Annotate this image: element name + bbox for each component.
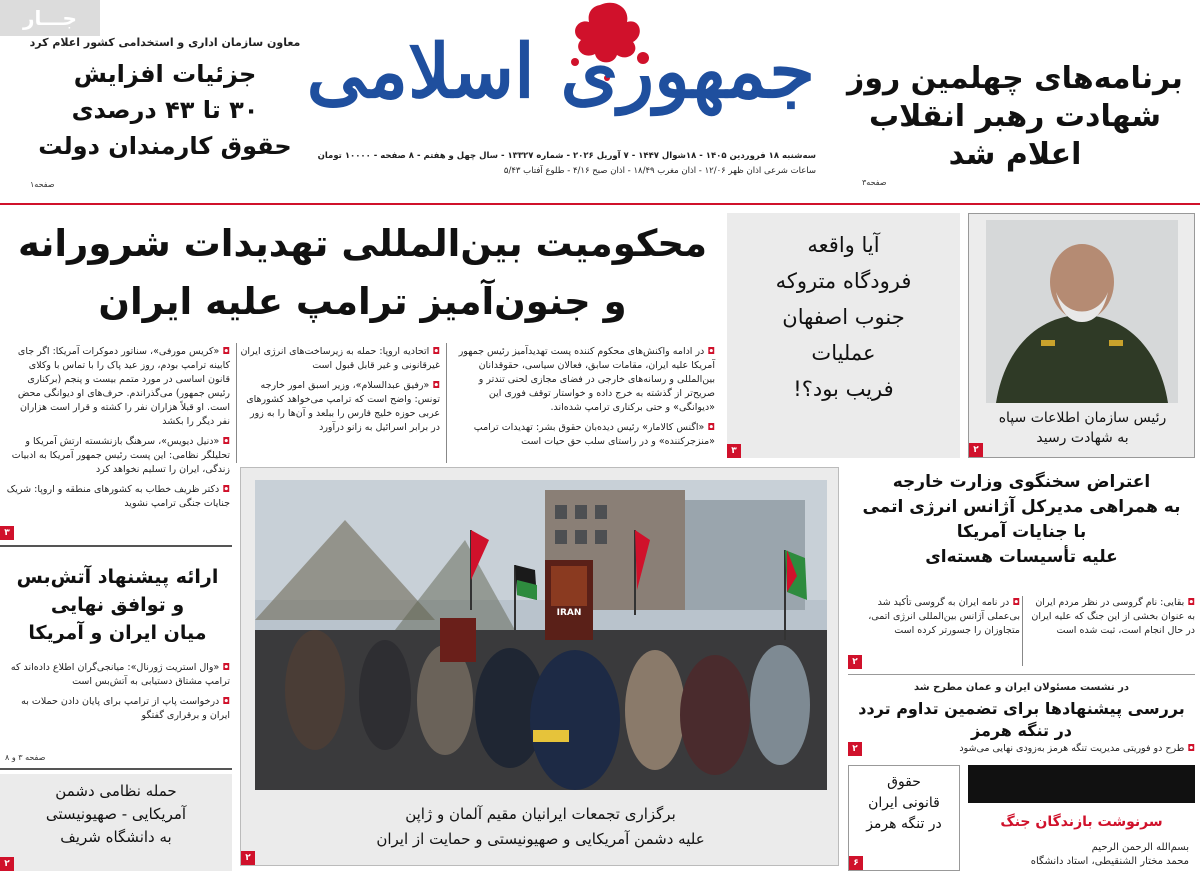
news-item: ◘ طرح دو فوریتی مدیریت تنگه هرمز به‌زودی نهایی می‌شود: [959, 743, 1195, 754]
news-item-text: «وال استریت ژورنال»: میانجی‌گران اطلاع داده‌اند که ترامپ مشتاق دستیابی به آتش‌بس است: [10, 662, 230, 687]
military-attack-box: [0, 774, 232, 871]
news-column: [240, 345, 440, 441]
page-number-badge: ۶: [849, 856, 863, 870]
box-line: جنوب اصفهان: [782, 305, 905, 329]
hormuz-rights-box: [848, 765, 960, 871]
news-item-text: درخواست پاپ از ترامپ برای پایان دادن حملات به ایران و برقراری گفتگو: [21, 696, 230, 721]
news-item: ◘ بقایی: نام گروسی در نظر مردم ایران به عنوان بخشی از این جنگ که علیه ایران در حال انجام است، ثبت شده است: [1031, 597, 1195, 636]
editorial-box: [968, 765, 1195, 881]
main-headline: [5, 215, 720, 331]
box-line: فرودگاه متروکه: [775, 269, 912, 293]
top-right-headline: [840, 60, 1190, 174]
news-item: ◘ «رفیق عبدالسلام»، وزیر اسبق امور خارجه تونس: واضح است که ترامپ می‌خواهد کشورهای عربی حوزه خلیج فارس را ببلعد و آن‌ها را به زور در برابر اسرائیل به زانو درآورد: [246, 380, 440, 433]
photo-caption-line: علیه دشمن آمریکایی و صهیونیستی و حمایت از ایران: [376, 830, 705, 848]
placard-text: IRAN: [556, 608, 582, 618]
news-item: ◘ در ادامه واکنش‌های محکوم کننده پست تهدیدآمیز رئیس جمهور آمریکا علیه ایران، مقامات سابق، فعالان سیاسی، حقوقدانان بین‌المللی و رسانه‌های خارجی در فضای مجازی لحنی تندتر و صریح‌تر از گذشته به خرج داده و خواستار توقف فوری این «دیوانگی» و حتی برکناری ترامپ شده‌اند.: [458, 346, 715, 413]
watermark: جـــار: [0, 0, 100, 36]
page-number-badge: ۳: [727, 444, 741, 458]
headline-line: در تنگه هرمز: [970, 721, 1072, 740]
news-item: ◘ در نامه ایران به گروسی تأکید شد بی‌عملی آژانس بین‌المللی انرژی اتمی، متجاوزان را جسورتر کرده است: [868, 597, 1020, 636]
news-item-text: طرح دو فوریتی مدیریت تنگه هرمز به‌زودی نهایی می‌شود: [959, 743, 1185, 754]
prayer-times: ساعات شرعی اذان ظهر ۱۲/۰۶ - اذان مغرب ۱۸/۴۹ - اذان صبح ۴/۱۶ - طلوع آفتاب ۵/۴۳: [503, 166, 816, 176]
news-item-text: «دنیل دیویس»، سرهنگ بازنشسته ارتش آمریکا و تحلیلگر نظامی: این پست رئیس جمهور آمریکا به ادبیات زندگی، ایران را تسلیم نخواهد کرد: [11, 436, 230, 475]
page-ref: صفحه ۳ و ۸: [5, 753, 46, 762]
news-column: [5, 661, 230, 729]
ceasefire-story: [5, 563, 230, 647]
isfahan-box: [727, 213, 960, 458]
box-line: آمریکایی - صهیونیستی: [45, 805, 187, 823]
news-item-text: اتحادیه اروپا: حمله به زیرساخت‌های انرژی ایران غیرقانونی و غیر قابل قبول است: [240, 346, 440, 371]
news-item: ◘ «وال استریت ژورنال»: میانجی‌گران اطلاع داده‌اند که ترامپ مشتاق دستیابی به آتش‌بس است: [10, 662, 230, 687]
headline-line: ۳۰ تا ۴۳ درصدی: [71, 96, 259, 124]
news-item-text: بقایی: نام گروسی در نظر مردم ایران به عنوان بخشی از این جنگ که علیه ایران در حال انجام است، ثبت شده است: [1031, 597, 1195, 636]
news-column: [450, 345, 715, 455]
column-rule: [1022, 596, 1023, 666]
page-number-badge: ۲: [241, 851, 255, 865]
headline-line: میان ایران و آمریکا: [28, 622, 207, 644]
editorial-title: سرنوشت بازندگان جنگ: [1000, 814, 1163, 830]
headline-line: شهادت رهبر انقلاب: [868, 99, 1162, 134]
news-item-text: در ادامه واکنش‌های محکوم کننده پست تهدیدآمیز رئیس جمهور آمریکا علیه ایران، مقامات سابق، فعالان سیاسی، حقوقدانان بین‌المللی و رسانه‌های خارجی در فضای مجازی لحنی تندتر و صریح‌تر از گذشته به خرج داده و خواستار توقف فوری این «دیوانگی» و حتی برکناری ترامپ شده‌اند.: [458, 346, 715, 413]
photo-box: [968, 213, 1195, 458]
editorial-line: محمد مختار الشنقیطی، استاد دانشگاه: [1030, 856, 1189, 867]
page-number-badge: ۲: [848, 742, 862, 756]
hormuz-kicker: در نشست مسئولان ایران و عمان مطرح شد: [913, 682, 1130, 693]
page-number-badge: ۲: [848, 655, 862, 669]
rally-scene: [255, 480, 827, 790]
headline-line: ارائه پیشنهاد آتش‌بس: [16, 566, 219, 588]
main-headline-line: محکومیت بین‌المللی تهدیدات شرورانه: [18, 222, 707, 265]
headline-line: بررسی پیشنهادها برای تضمین تداوم تردد: [858, 699, 1185, 718]
headline-line: اعتراض سخنگوی وزارت خارجه: [892, 472, 1151, 492]
news-item: ◘ «اگنس کالامار» رئیس دیده‌بان حقوق بشر: تهدیدات ترامپ «منزجرکننده» و در راستای سلب حق حیات است: [473, 422, 715, 447]
news-item-text: در نامه ایران به گروسی تأکید شد بی‌عملی آژانس بین‌المللی انرژی اتمی، متجاوزان را جسورتر کرده است: [868, 597, 1020, 636]
headline-line: حقوق کارمندان دولت: [38, 132, 292, 160]
portrait-photo: [986, 220, 1178, 403]
headline-line: جزئیات افزایش: [73, 60, 257, 88]
column-rule: [446, 343, 447, 463]
rally-photo: [255, 480, 827, 790]
divider: [0, 545, 232, 547]
box-line: عملیات: [811, 341, 876, 365]
box-line: قانونی ایران: [868, 795, 940, 811]
news-item: ◘ درخواست پاپ از ترامپ برای پایان دادن حملات به ایران و برقراری گفتگو: [21, 696, 230, 721]
divider: [0, 768, 232, 770]
masthead-divider: [0, 203, 1200, 205]
headline-line: علیه تأسیسات هسته‌ای: [925, 547, 1118, 567]
editorial-black-bar: [968, 765, 1195, 803]
headline-line: و توافق نهایی: [50, 594, 185, 616]
top-left-kicker: معاون سازمان اداری و استخدامی کشور اعلام کرد: [29, 36, 301, 49]
box-line: حمله نظامی دشمن: [55, 782, 177, 800]
foreign-ministry-story: [848, 470, 1195, 570]
news-item: ◘ دکتر ظریف خطاب به کشورهای منطقه و اروپا: شریک جنایات جنگی ترامپ نشوید: [6, 484, 230, 509]
column-rule: [236, 343, 237, 463]
news-item-text: «کریس مورفی»، سناتور دموکرات آمریکا: اگر جای کابینه ترامپ بودم، روز عید پاک را با تماس با وکلای قانون اساسی در مورد متمم بیست و پنجم (برکناری رئیس جمهور) می‌گذراندم. حرف‌های او دیوانگی محض است. او قبلاً هزاران نفر را کشته و قرار است هزاران نفر دیگر را بکشد: [17, 346, 230, 427]
page-number-badge: ۲: [969, 443, 983, 457]
box-line: فریب بود؟!: [793, 377, 894, 401]
page-ref: صفحه۳: [862, 178, 887, 187]
photo-caption-line: رئیس سازمان اطلاعات سپاه: [998, 410, 1167, 426]
main-photo-frame: [240, 467, 839, 866]
news-item: ◘ «کریس مورفی»، سناتور دموکرات آمریکا: اگر جای کابینه ترامپ بودم، روز عید پاک را با تماس با وکلای قانون اساسی در مورد متمم بیست و پنجم (برکناری رئیس جمهور) می‌گذراندم. حرف‌های او دیوانگی محض است. او قبلاً هزاران نفر را کشته و قرار است هزاران نفر دیگر را بکشد: [17, 346, 230, 427]
headline-line: برنامه‌های چهلمین روز: [847, 61, 1183, 96]
news-item: ◘ اتحادیه اروپا: حمله به زیرساخت‌های انرژی ایران غیرقانونی و غیر قابل قبول است: [240, 346, 440, 371]
photo-caption-line: به شهادت رسید: [1036, 430, 1129, 446]
news-item-text: «رفیق عبدالسلام»، وزیر اسبق امور خارجه تونس: واضح است که ترامپ می‌خواهد کشورهای عربی حوزه خلیج فارس را ببلعد و آن‌ها را به زور در برابر اسرائیل به زانو درآورد: [246, 380, 440, 433]
headline-line: اعلام شد: [948, 137, 1082, 172]
box-line: به دانشگاه شریف: [60, 828, 172, 846]
page-number-badge: ۲: [0, 857, 14, 871]
news-item-text: دکتر ظریف خطاب به کشورهای منطقه و اروپا: شریک جنایات جنگی ترامپ نشوید: [6, 484, 230, 509]
box-line: حقوق: [887, 774, 921, 790]
news-item: ◘ «دنیل دیویس»، سرهنگ بازنشسته ارتش آمریکا و تحلیلگر نظامی: این پست رئیس جمهور آمریکا به ادبیات زندگی، ایران را تسلیم نخواهد کرد: [11, 436, 230, 475]
box-line: در تنگه هرمز: [866, 816, 942, 832]
photo-caption-line: برگزاری تجمعات ایرانیان مقیم آلمان و ژاپن: [405, 805, 676, 823]
main-headline-line: و جنون‌آمیز ترامپ علیه ایران: [98, 280, 627, 323]
hormuz-proposals-story: [848, 698, 1195, 742]
page-ref: صفحه۱: [30, 180, 55, 189]
editorial-line: بسم‌الله الرحمن الرحیم: [1091, 842, 1189, 853]
top-left-headline: [20, 56, 310, 164]
masthead-logo: [306, 0, 815, 145]
headline-line: به همراهی مدیرکل آژانس انرژی اتمی: [862, 497, 1181, 517]
headline-line: با جنایات آمریکا: [956, 522, 1087, 542]
box-line: آیا واقعه: [807, 233, 880, 257]
divider: [848, 674, 1195, 675]
news-column: [5, 345, 230, 517]
page-number-badge: ۳: [0, 526, 14, 540]
logo-text: جمهوری اسلامی: [306, 29, 815, 115]
news-item-text: «اگنس کالامار» رئیس دیده‌بان حقوق بشر: تهدیدات ترامپ «منزجرکننده» و در راستای سلب حق حیات است: [473, 422, 715, 447]
dateline: سه‌شنبه ۱۸ فروردین ۱۴۰۵ - ۱۸شوال ۱۴۴۷ - ۷ آوریل ۲۰۲۶ - شماره ۱۳۳۲۷ - سال چهل و هفتم - ۸ صفحه - ۱۰۰۰۰ تومان: [317, 151, 816, 161]
